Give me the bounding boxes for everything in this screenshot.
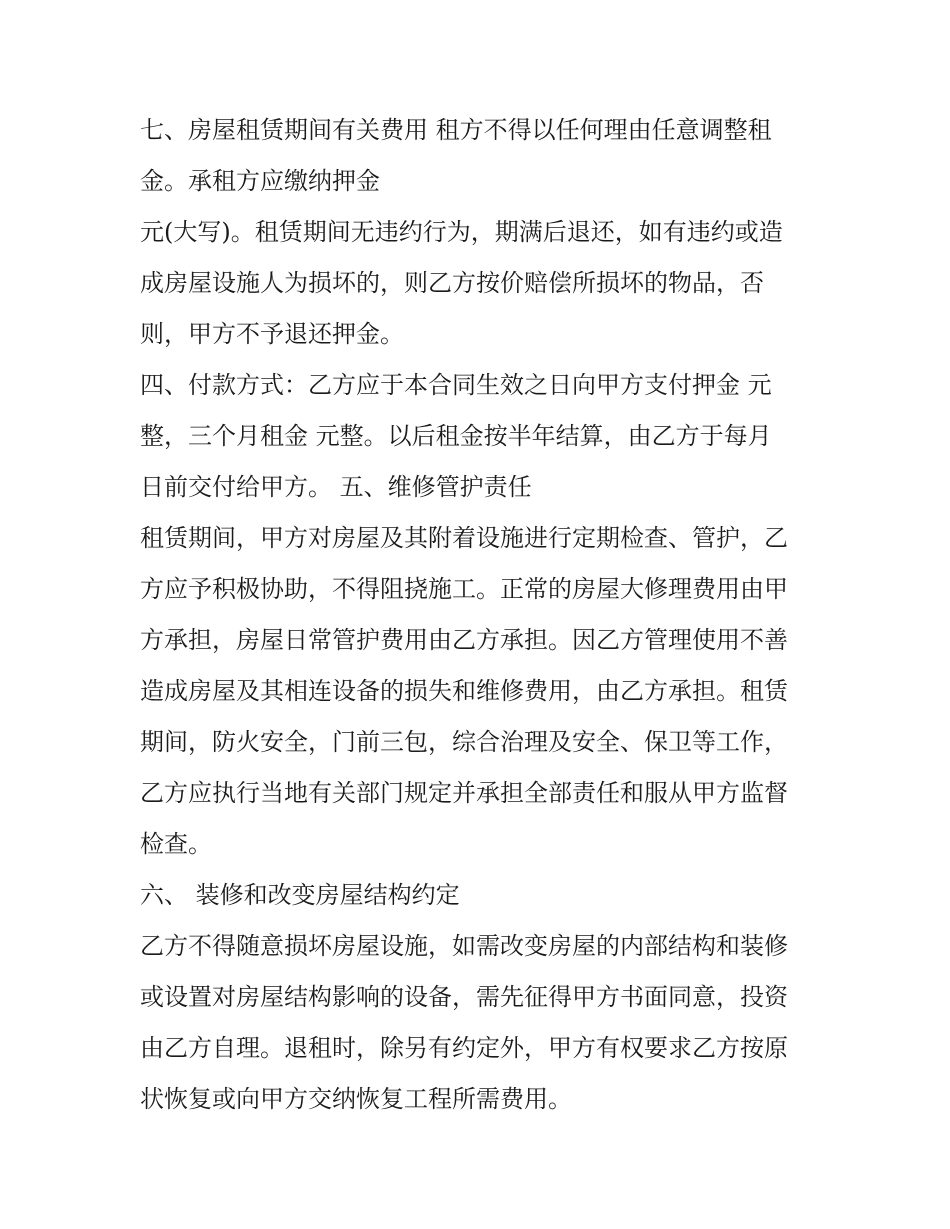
text-line: 元(大写)。租赁期间无违约行为，期满后退还，如有违约或造 bbox=[140, 218, 783, 246]
text-line: 则，甲方不予退还押金。 bbox=[140, 320, 404, 348]
text-line: 方承担，房屋日常管护费用由乙方承担。因乙方管理使用不善 bbox=[140, 626, 788, 654]
contract-text bbox=[140, 105, 820, 1125]
text-line: 七、房屋租赁期间有关费用 租方不得以任何理由任意调整租 bbox=[140, 116, 772, 144]
text-line: 造成房屋及其相连设备的损失和维修费用，由乙方承担。租赁 bbox=[140, 677, 788, 705]
text-line: 日前交付给甲方。 五、维修管护责任 bbox=[140, 473, 532, 501]
text-line: 方应予积极协助，不得阻挠施工。正常的房屋大修理费用由甲 bbox=[140, 575, 788, 603]
text-line: 由乙方自理。退租时，除另有约定外，甲方有权要求乙方按原 bbox=[140, 1034, 788, 1062]
text-line: 乙方不得随意损坏房屋设施，如需改变房屋的内部结构和装修 bbox=[140, 932, 788, 960]
text-line: 六、 装修和改变房屋结构约定 bbox=[140, 881, 460, 909]
text-line: 租赁期间，甲方对房屋及其附着设施进行定期检查、管护，乙 bbox=[140, 524, 788, 552]
text-line: 状恢复或向甲方交纳恢复工程所需费用。 bbox=[140, 1085, 572, 1113]
text-line: 金。承租方应缴纳押金 bbox=[140, 167, 380, 195]
text-line: 乙方应执行当地有关部门规定并承担全部责任和服从甲方监督 bbox=[140, 779, 788, 807]
text-line: 整，三个月租金 元整。以后租金按半年结算，由乙方于每月 bbox=[140, 422, 772, 450]
text-line: 成房屋设施人为损坏的，则乙方按价赔偿所损坏的物品，否 bbox=[140, 269, 764, 297]
text-line: 检查。 bbox=[140, 830, 212, 858]
text-line: 或设置对房屋结构影响的设备，需先征得甲方书面同意，投资 bbox=[140, 983, 788, 1011]
text-line: 四、付款方式：乙方应于本合同生效之日向甲方支付押金 元 bbox=[140, 371, 772, 399]
text-line: 期间，防火安全，门前三包，综合治理及安全、保卫等工作， bbox=[140, 728, 788, 756]
